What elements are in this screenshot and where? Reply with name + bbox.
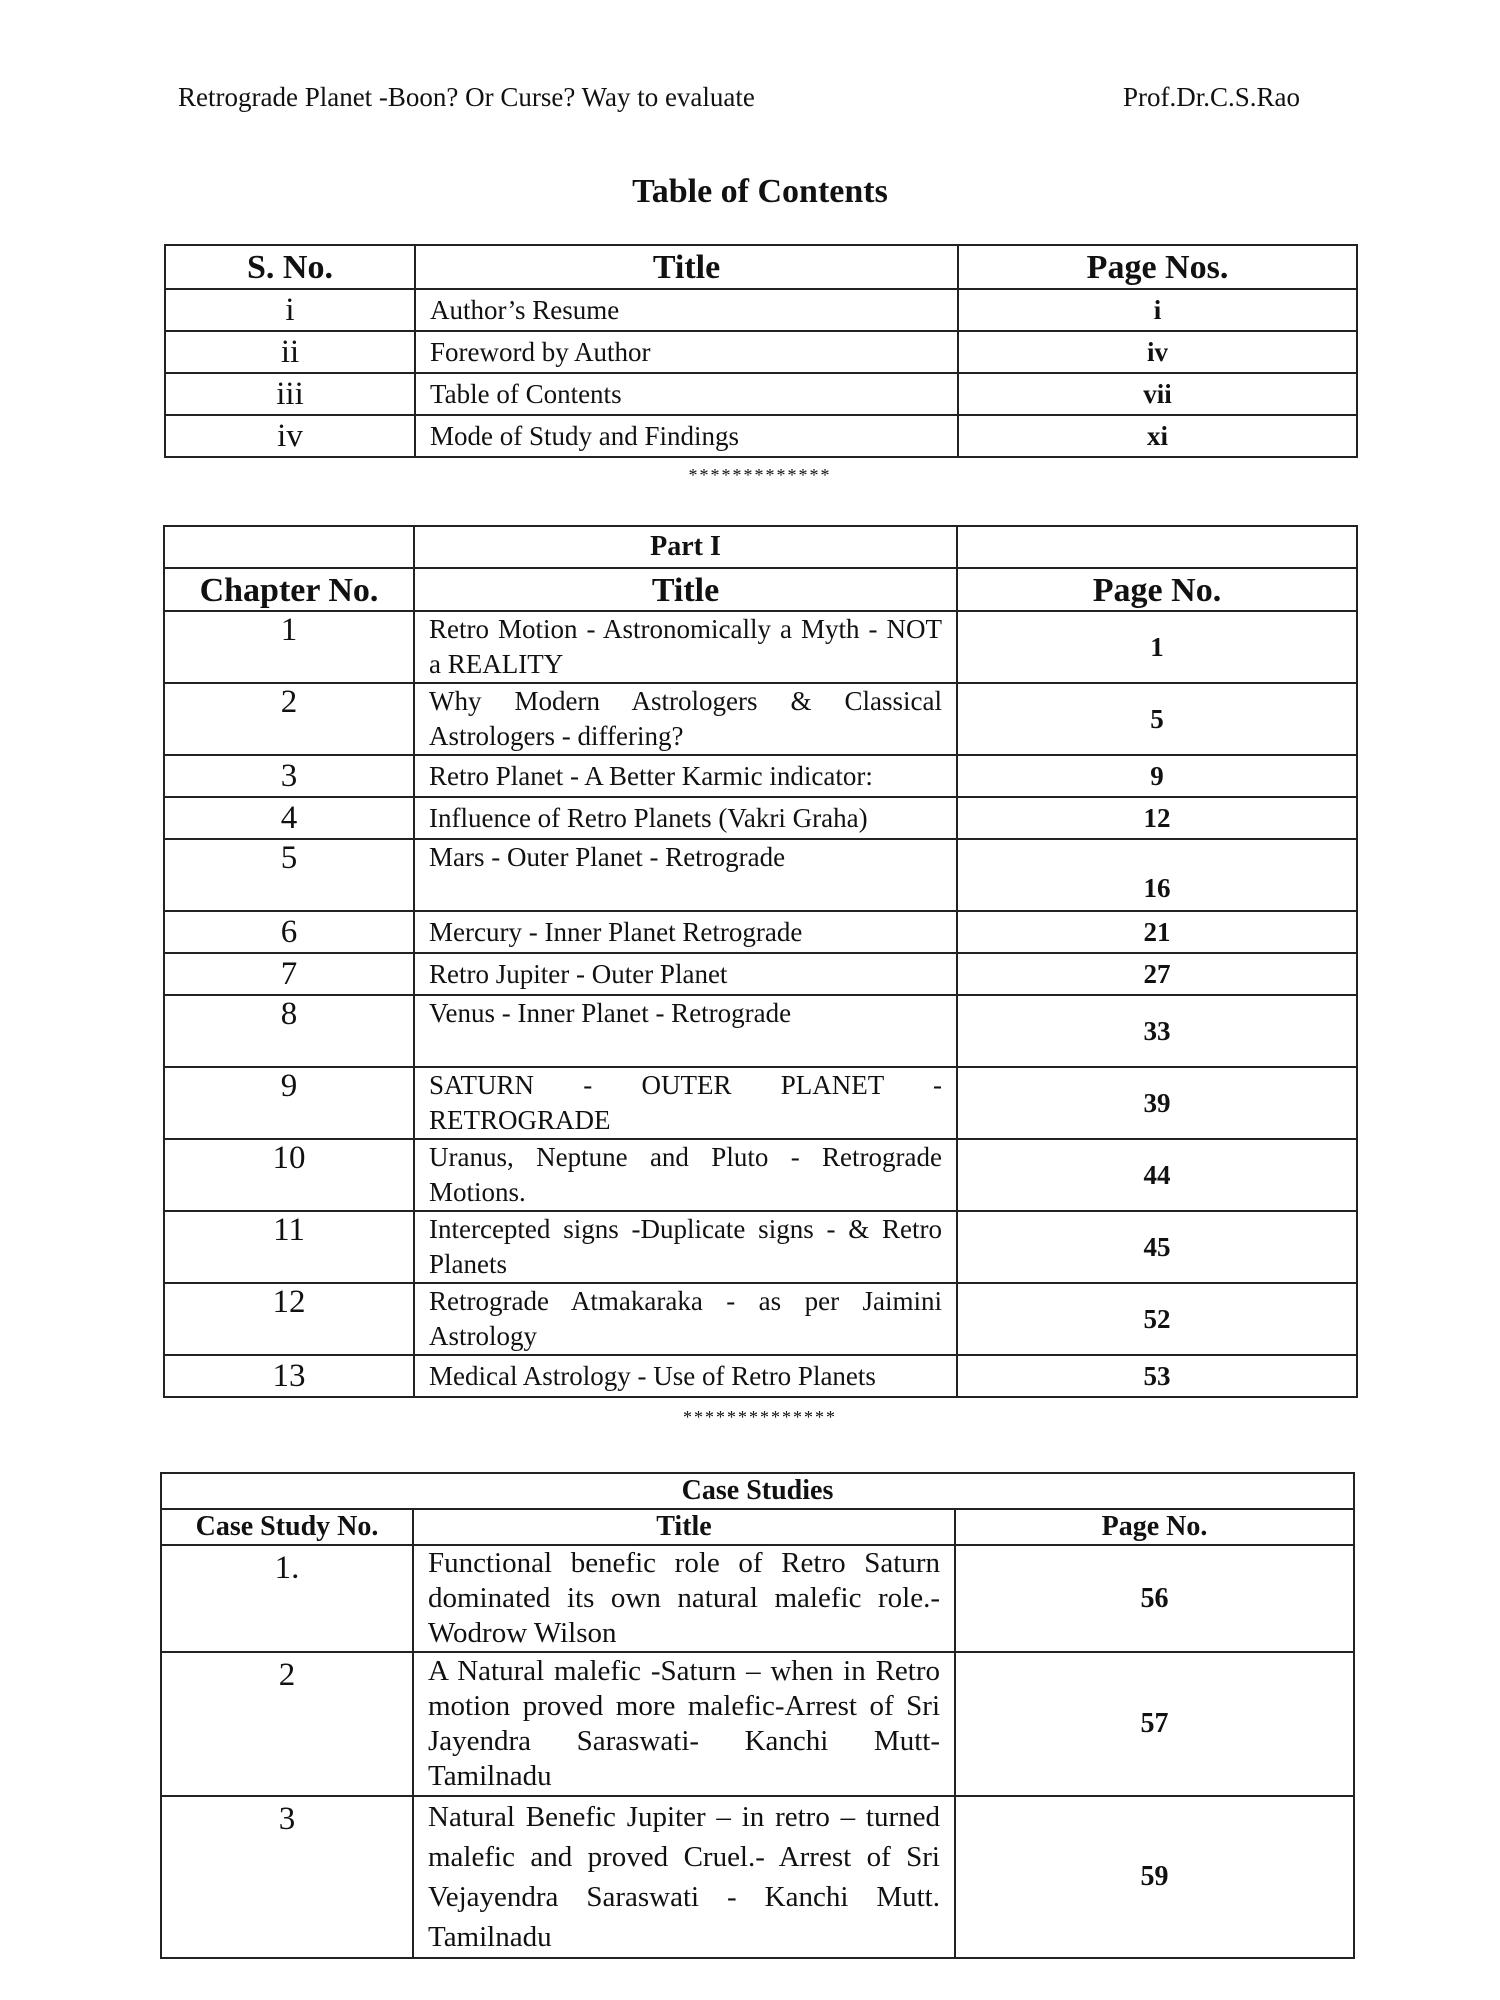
row-case-no: 1. — [161, 1545, 413, 1652]
table-row — [164, 995, 1357, 1067]
row-chapter-no: 2 — [164, 683, 414, 755]
row-sno: iv — [165, 415, 415, 457]
table-row — [164, 839, 1357, 911]
row-page: 44 — [957, 1139, 1357, 1211]
row-page: vii — [958, 373, 1357, 415]
row-title: Table of Contents — [415, 373, 958, 415]
row-title: Natural Benefic Jupiter – in retro – turned malefic and proved Cruel.- Arrest of Sri Vejayendra Saraswati - Kanchi Mutt. Tamilnadu — [413, 1796, 955, 1958]
page-title: Table of Contents — [632, 173, 888, 210]
separator-stars: ************** — [683, 1407, 837, 1427]
table-row — [161, 1652, 1354, 1796]
row-sno: ii — [165, 331, 415, 373]
row-page: xi — [958, 415, 1357, 457]
header-sno: S. No. — [165, 245, 415, 289]
row-page: 53 — [957, 1355, 1357, 1397]
table-row — [164, 1067, 1357, 1139]
row-title: A Natural malefic -Saturn – when in Retro motion proved more malefic-Arrest of Sri Jayendra Saraswati- Kanchi Mutt-Tamilnadu — [413, 1652, 955, 1796]
row-chapter-no: 6 — [164, 911, 414, 953]
row-page: 16 — [957, 839, 1357, 911]
row-page: 5 — [957, 683, 1357, 755]
row-title: Retro Jupiter - Outer Planet — [414, 953, 957, 995]
table-row — [165, 331, 1357, 373]
header-title: Title — [413, 1509, 955, 1545]
row-page: i — [958, 289, 1357, 331]
table-row — [164, 797, 1357, 839]
row-chapter-no: 12 — [164, 1283, 414, 1355]
row-title: Retro Motion - Astronomically a Myth - NOT a REALITY — [414, 611, 957, 683]
part-label-row — [164, 526, 1357, 568]
row-page: 21 — [957, 911, 1357, 953]
case-studies-header-row — [161, 1509, 1354, 1545]
header-page-no: Page No. — [955, 1509, 1354, 1545]
row-chapter-no: 10 — [164, 1139, 414, 1211]
table-row — [161, 1796, 1354, 1958]
row-page: 1 — [957, 611, 1357, 683]
case-studies-caption-row — [161, 1473, 1354, 1509]
row-title: Functional benefic role of Retro Saturn dominated its own natural malefic role.- Wodrow Wilson — [413, 1545, 955, 1652]
row-chapter-no: 8 — [164, 995, 414, 1067]
front-matter-table — [164, 244, 1358, 458]
header-page: Page Nos. — [958, 245, 1357, 289]
part-label: Part I — [414, 526, 957, 568]
header-author: Prof.Dr.C.S.Rao — [1123, 82, 1301, 112]
row-page: 27 — [957, 953, 1357, 995]
row-chapter-no: 13 — [164, 1355, 414, 1397]
row-title: Retro Planet - A Better Karmic indicator: — [414, 755, 957, 797]
row-sno: iii — [165, 373, 415, 415]
table-row — [165, 415, 1357, 457]
table-row — [165, 289, 1357, 331]
header-chapter-no: Chapter No. — [164, 568, 414, 611]
chapters-header-row — [164, 568, 1357, 611]
table-row — [161, 1545, 1354, 1652]
row-page: 33 — [957, 995, 1357, 1067]
row-chapter-no: 9 — [164, 1067, 414, 1139]
table-row — [164, 611, 1357, 683]
row-chapter-no: 7 — [164, 953, 414, 995]
row-title: SATURN - OUTER PLANET - RETROGRADE — [414, 1067, 957, 1139]
table-row — [164, 1283, 1357, 1355]
table-row — [164, 911, 1357, 953]
table-row — [164, 755, 1357, 797]
row-title: Foreword by Author — [415, 331, 958, 373]
row-title: Intercepted signs -Duplicate signs - & Retro Planets — [414, 1211, 957, 1283]
row-title: Mercury - Inner Planet Retrograde — [414, 911, 957, 953]
header-case-study-no: Case Study No. — [161, 1509, 413, 1545]
row-page: 59 — [955, 1796, 1354, 1958]
case-studies-table — [160, 1472, 1355, 1959]
row-page: 57 — [955, 1652, 1354, 1796]
row-title: Uranus, Neptune and Pluto - Retrograde Motions. — [414, 1139, 957, 1211]
row-title: Author’s Resume — [415, 289, 958, 331]
table-row — [164, 1139, 1357, 1211]
row-page: iv — [958, 331, 1357, 373]
row-chapter-no: 11 — [164, 1211, 414, 1283]
row-page: 52 — [957, 1283, 1357, 1355]
row-title: Mode of Study and Findings — [415, 415, 958, 457]
row-page: 9 — [957, 755, 1357, 797]
separator-stars: ************* — [688, 465, 832, 485]
table-row — [164, 1355, 1357, 1397]
table-row — [164, 683, 1357, 755]
row-page: 12 — [957, 797, 1357, 839]
row-page: 39 — [957, 1067, 1357, 1139]
header-book-title: Retrograde Planet -Boon? Or Curse? Way to evaluate — [178, 82, 755, 112]
header-title: Title — [414, 568, 957, 611]
table-row — [165, 373, 1357, 415]
row-title: Retrograde Atmakaraka - as per Jaimini Astrology — [414, 1283, 957, 1355]
table-row — [164, 953, 1357, 995]
row-page: 56 — [955, 1545, 1354, 1652]
row-sno: i — [165, 289, 415, 331]
row-title: Why Modern Astrologers & Classical Astrologers - differing? — [414, 683, 957, 755]
case-studies-caption: Case Studies — [161, 1473, 1354, 1509]
row-title: Influence of Retro Planets (Vakri Graha) — [414, 797, 957, 839]
row-title: Venus - Inner Planet - Retrograde — [414, 995, 957, 1067]
part1-chapters-table — [163, 525, 1358, 1398]
table-row — [164, 1211, 1357, 1283]
row-chapter-no: 3 — [164, 755, 414, 797]
row-chapter-no: 4 — [164, 797, 414, 839]
row-case-no: 3 — [161, 1796, 413, 1958]
row-title: Medical Astrology - Use of Retro Planets — [414, 1355, 957, 1397]
header-title: Title — [415, 245, 958, 289]
front-matter-header-row — [165, 245, 1357, 289]
header-page-no: Page No. — [957, 568, 1357, 611]
row-title: Mars - Outer Planet - Retrograde — [414, 839, 957, 911]
row-page: 45 — [957, 1211, 1357, 1283]
row-case-no: 2 — [161, 1652, 413, 1796]
row-chapter-no: 5 — [164, 839, 414, 911]
row-chapter-no: 1 — [164, 611, 414, 683]
